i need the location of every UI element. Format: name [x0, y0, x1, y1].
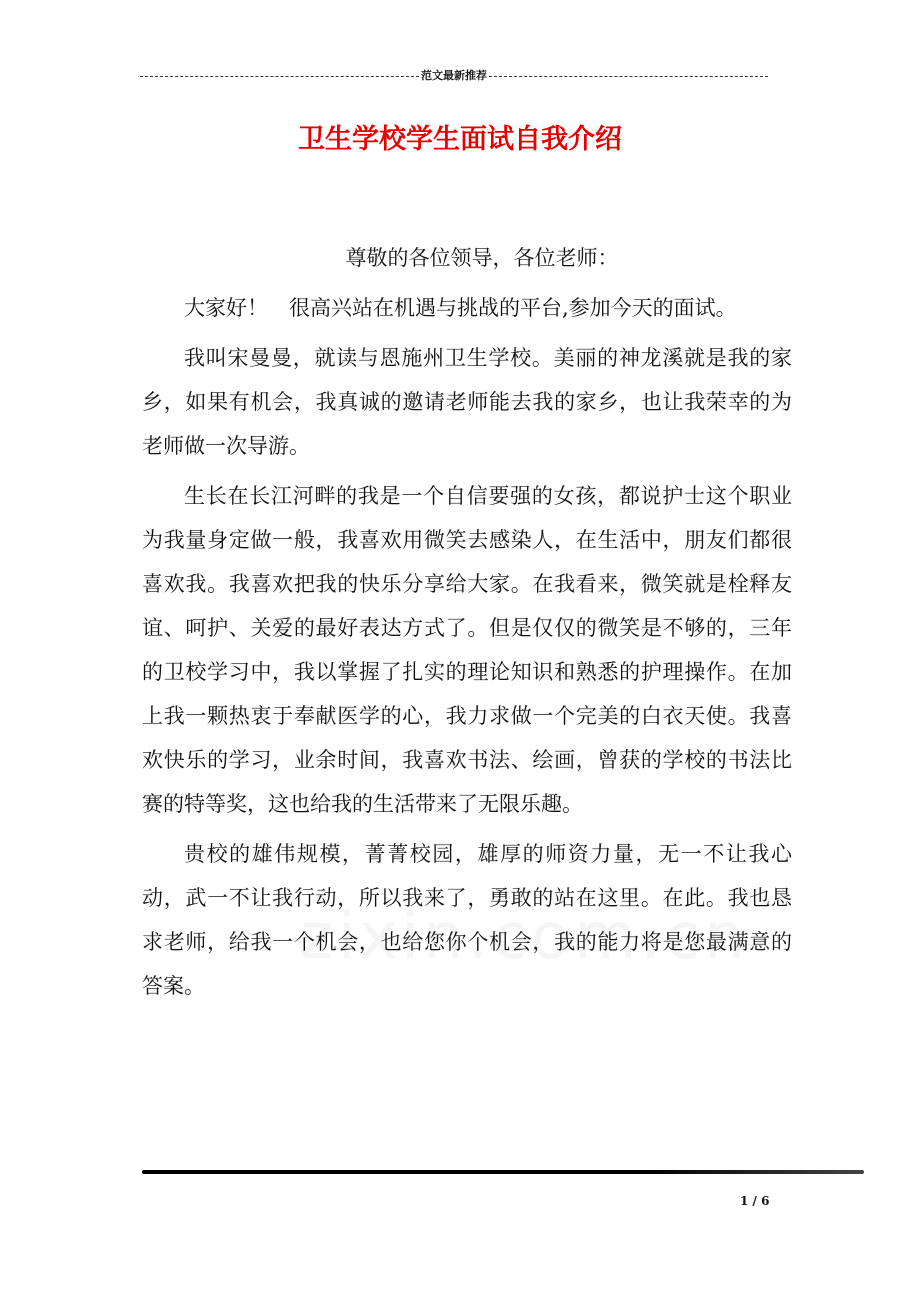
footer-rule: [142, 1170, 864, 1174]
header-text: 范文最新推荐: [421, 69, 487, 82]
header-dash-left: [140, 76, 419, 77]
page-header: [140, 68, 768, 84]
header-dash-right: [489, 76, 768, 77]
greeting: 尊敬的各位领导，各位老师：: [345, 246, 619, 270]
document-title: 卫生学校学生面试自我介绍: [298, 124, 622, 155]
paragraph-4: 贵校的雄伟规模，菁菁校园，雄厚的师资力量，无一不让我心动，武一不让我行动，所以我来了，勇敢的站在这里。在此。我也恳求老师，给我一个机会，也给您你个机会，我的能力将是您最满意的答案。: [142, 842, 792, 998]
page-number: 1 / 6: [740, 1194, 770, 1208]
document-body: [142, 236, 792, 1014]
paragraph-2: 我叫宋曼曼，就读与恩施州卫生学校。美丽的神龙溪就是我的家乡，如果有机会，我真诚的邀请老师能去我的家乡，也让我荣幸的为老师做一次导游。: [142, 346, 792, 458]
paragraph-1: 大家好！ 很高兴站在机遇与挑战的平台,参加今天的面试。: [184, 296, 737, 320]
paragraph-3: 生长在长江河畔的我是一个自信要强的女孩，都说护士这个职业为我量身定做一般，我喜欢用微笑去感染人，在生活中，朋友们都很喜欢我。我喜欢把我的快乐分享给大家。在我看来，微笑就是栓释友谊、呵护、关爱的最好表达方式了。但是仅仅的微笑是不够的，三年的卫校学习中，我以掌握了扎实的理论知识和熟悉的护理操作。在加上我一颗热衷于奉献医学的心，我力求做一个完美的白衣天使。我喜欢快乐的学习，业余时间，我喜欢书法、绘画，曾获的学校的书法比赛的特等奖，这也给我的生活带来了无限乐趣。: [142, 484, 792, 816]
